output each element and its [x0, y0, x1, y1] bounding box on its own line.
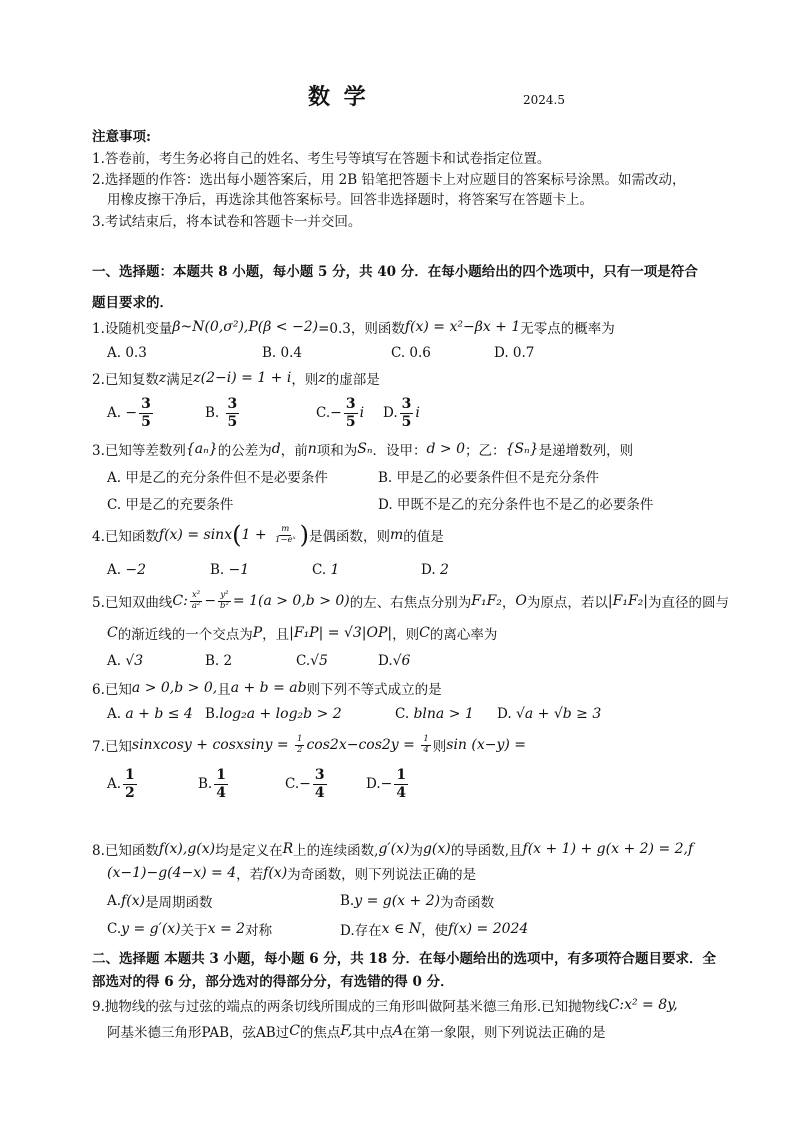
- text-run: D. 甲既不是乙的充分条件也不是乙的必要条件: [378, 497, 654, 513]
- math-expression: P: [252, 625, 263, 641]
- fraction-denominator: 5: [345, 413, 356, 430]
- math-expression: (x−1)−g(4−x) = 4: [107, 865, 237, 881]
- fraction-numerator: 3: [345, 396, 356, 413]
- fraction-denominator: 2: [297, 744, 303, 755]
- math-expression: blna > 1: [413, 706, 474, 722]
- fraction-denominator: 2: [125, 784, 135, 801]
- section-2-heading-continued: 部选对的得 6 分，部分选对的得部分分，有选错的得 0 分．: [92, 974, 454, 990]
- text-run: 上的连续函数,: [293, 843, 379, 859]
- text-run: C. 0.6: [391, 345, 431, 361]
- section-2-heading: 二、选择题 本题共 3 小题，每小题 6 分，共 18 分．在每小题给出的选项中，有多项符合题目要求．全: [92, 951, 716, 967]
- question-3-option-a: [107, 465, 328, 487]
- fraction-denominator: 5: [141, 413, 151, 430]
- fraction-numerator: 3: [227, 396, 238, 413]
- question-5-option-d: [378, 650, 410, 672]
- math-expression: C:: [172, 593, 188, 609]
- question-1-option-c: [391, 342, 431, 364]
- text-run: D.存在: [340, 923, 382, 939]
- question-7-option-d: [366, 764, 410, 804]
- text-run: A.: [107, 562, 126, 578]
- fraction-numerator: 1: [423, 733, 429, 744]
- question-2-option-d: [383, 393, 420, 433]
- text-run: ，前: [280, 443, 308, 459]
- notice-heading: 注意事项:: [92, 129, 151, 145]
- math-expression: i: [359, 405, 365, 421]
- fraction-numerator: 1: [125, 767, 135, 784]
- text-run: 其中点: [352, 1025, 393, 1041]
- math-expression: f(x) = x²−βx + 1: [404, 319, 521, 335]
- fraction-numerator: 3: [141, 396, 151, 413]
- text-run: 对称: [245, 923, 273, 939]
- text-run: 6.已知: [92, 682, 132, 698]
- text-run: 且: [217, 682, 231, 698]
- text-run: 为直径的圆与: [648, 595, 729, 611]
- question-1-option-d: [494, 342, 534, 364]
- math-expression: 1 +: [241, 527, 272, 543]
- math-expression: −: [204, 593, 217, 609]
- text-run: 是偶函数，则: [308, 529, 390, 545]
- fraction-denominator: a²: [191, 600, 201, 611]
- question-5-stem-continued: [107, 622, 497, 644]
- math-expression: a + b = ab: [230, 680, 307, 696]
- question-9-stem: [92, 994, 678, 1016]
- text-run: 的离心率为: [429, 627, 498, 643]
- text-run: 3.已知等差数列: [92, 443, 186, 459]
- notice-line-2-continued: 用橡皮擦干净后，再选涂其他答案标号。回答非选择题时，将答案写在答题卡上。: [107, 192, 593, 208]
- text-run: 5.已知双曲线: [92, 595, 173, 611]
- text-run: 的公差为: [217, 443, 272, 459]
- question-8-option-c: [107, 918, 272, 940]
- question-6-stem: [92, 677, 442, 699]
- math-expression: {aₙ}: [185, 441, 218, 457]
- question-5-stem: [92, 581, 729, 621]
- text-run: B.: [205, 405, 224, 421]
- fraction-numerator: 1: [396, 767, 407, 784]
- question-2-option-c: [316, 393, 364, 433]
- math-expression: Sₙ: [357, 441, 373, 457]
- notice-line-1: 1.答卷前，考生务必将自己的姓名、考生号等填写在答题卡和试卷指定位置。: [92, 151, 551, 167]
- text-run: D.: [383, 405, 398, 421]
- exam-date: 2024.5: [523, 93, 565, 107]
- math-expression: C: [419, 625, 430, 641]
- text-run: 7.已知: [92, 739, 132, 755]
- fraction-denominator: 4: [314, 784, 325, 801]
- math-expression: √5: [310, 653, 328, 669]
- math-expression: f(x): [263, 865, 288, 881]
- math-expression: {Sₙ}: [505, 441, 539, 457]
- text-run: C. 甲是乙的充要条件: [107, 497, 234, 513]
- fraction-numerator: y²: [220, 589, 229, 600]
- text-run: C.: [312, 562, 331, 578]
- text-run: B. 2: [205, 653, 233, 669]
- question-7-option-a: [107, 764, 139, 804]
- text-run: D.: [378, 653, 393, 669]
- math-expression: n: [307, 441, 317, 457]
- math-expression: i: [415, 405, 420, 421]
- fraction-numerator: 1: [216, 767, 226, 784]
- text-run: 为奇函数: [440, 895, 495, 911]
- fraction: [218, 591, 231, 612]
- text-run: 则下列不等式成立的是: [306, 682, 442, 698]
- text-run: 的焦点: [299, 1025, 341, 1041]
- math-expression: f(x + 1) + g(x + 2) = 2,f: [522, 841, 694, 857]
- text-run: 的虚部是: [325, 372, 380, 388]
- bracket: (: [232, 521, 242, 549]
- fraction: [344, 396, 358, 429]
- text-run: 无零点的概率为: [520, 321, 615, 337]
- fraction-numerator: x²: [191, 589, 201, 600]
- text-run: 满足: [166, 372, 194, 388]
- text-run: 阿基米德三角形PAB，弦AB过: [107, 1025, 290, 1041]
- question-6-option-c: [395, 703, 474, 725]
- math-expression: = 1(a > 0,b > 0): [232, 593, 350, 609]
- text-run: C.: [395, 706, 414, 722]
- fraction: [226, 396, 240, 429]
- fraction: [313, 767, 327, 800]
- text-run: 的值是: [403, 529, 444, 545]
- text-run: B. 0.4: [262, 345, 302, 361]
- fraction: [190, 591, 202, 612]
- text-run: C.: [285, 776, 300, 792]
- text-run: 为: [409, 843, 423, 859]
- question-7-stem: [92, 725, 526, 765]
- text-run: 的导函数,且: [450, 843, 523, 859]
- math-expression: −: [125, 405, 138, 421]
- fraction-denominator: 5: [227, 413, 238, 430]
- question-2-option-b: [205, 393, 241, 433]
- question-5-option-c: [296, 650, 328, 672]
- question-4-option-d: [421, 559, 449, 581]
- math-expression: z: [158, 370, 167, 386]
- text-run: 2.已知复数: [92, 372, 159, 388]
- math-expression: −: [380, 776, 393, 792]
- math-expression: d: [271, 441, 281, 457]
- math-expression: y = g′(x): [121, 921, 181, 937]
- fraction: [139, 396, 153, 429]
- question-7-option-b: [198, 764, 230, 804]
- text-run: =0.3，则函数: [318, 321, 405, 337]
- math-expression: R: [282, 841, 294, 857]
- math-expression: A: [392, 1023, 404, 1039]
- math-expression: x = 2: [207, 921, 246, 937]
- math-expression: C: [289, 1023, 300, 1039]
- question-3-stem: [92, 438, 633, 460]
- fraction-denominator: 5: [401, 413, 412, 430]
- fraction: [421, 735, 430, 756]
- text-run: A.: [107, 405, 126, 421]
- text-run: ，则: [392, 627, 420, 643]
- math-expression: 1: [330, 562, 340, 578]
- text-run: D.: [366, 776, 381, 792]
- question-8-option-b: [340, 890, 494, 912]
- question-1-option-b: [262, 342, 302, 364]
- math-expression: y = g(x + 2): [354, 893, 441, 909]
- text-run: 9.抛物线的弦与过弦的端点的两条切线所围成的三角形叫做阿基米德三角形.已知抛物线: [92, 999, 609, 1015]
- question-3-option-b: [378, 465, 599, 487]
- question-6-option-d: [497, 703, 601, 725]
- question-1-option-a: [107, 342, 147, 364]
- text-run: ；乙：: [465, 443, 506, 459]
- math-expression: β~N(0,σ²),P(β < −2): [172, 319, 319, 335]
- math-expression: 2: [439, 562, 449, 578]
- fraction-numerator: 3: [314, 767, 325, 784]
- fraction: [123, 767, 137, 800]
- math-expression: x ∈ N: [381, 921, 422, 937]
- math-expression: |F₁F₂|: [607, 593, 648, 609]
- math-expression: a > 0,b > 0,: [131, 680, 218, 696]
- text-run: 在第一象限，则下列说法正确的是: [403, 1025, 606, 1041]
- text-run: A.: [107, 893, 122, 909]
- math-expression: −: [330, 405, 342, 421]
- question-4-option-b: [210, 559, 249, 581]
- question-2-stem: [92, 367, 380, 389]
- math-expression: −: [299, 776, 311, 792]
- math-expression: sin (x−y) =: [446, 737, 527, 753]
- math-expression: m: [389, 527, 404, 543]
- text-run: B.: [210, 562, 229, 578]
- text-run: 是周期函数: [145, 895, 213, 911]
- question-2-option-a: [107, 393, 155, 433]
- fraction: [400, 396, 414, 429]
- question-8-option-d: [340, 918, 528, 940]
- math-expression: g′(x): [378, 841, 410, 857]
- text-run: C.: [296, 653, 311, 669]
- text-run: A.: [107, 706, 126, 722]
- math-expression: d > 0: [426, 441, 465, 457]
- text-run: B.: [205, 706, 220, 722]
- question-8-stem-continued: [107, 862, 476, 884]
- text-run: D. 0.7: [494, 345, 535, 361]
- math-expression: −1: [228, 562, 250, 578]
- text-run: A. 甲是乙的充分条件但不是必要条件: [107, 470, 328, 486]
- math-expression: sinxcosy + cosxsiny =: [131, 737, 294, 753]
- fraction-denominator: 1−eˣ: [275, 534, 296, 545]
- math-expression: √3: [125, 653, 144, 669]
- math-expression: −2: [125, 562, 146, 578]
- text-run: 为原点，若以: [526, 595, 608, 611]
- text-run: 关于: [180, 923, 208, 939]
- fraction: [295, 735, 304, 756]
- math-expression: z: [318, 370, 326, 386]
- question-4-option-c: [312, 559, 339, 581]
- fraction: [273, 525, 298, 546]
- fraction-denominator: 4: [216, 784, 226, 801]
- text-run: D.: [497, 706, 516, 722]
- math-expression: |F₁P| = √3|OP|: [289, 625, 393, 641]
- fraction-numerator: 3: [401, 396, 412, 413]
- fraction-denominator: b²: [220, 600, 229, 611]
- text-run: ，则: [291, 372, 319, 388]
- text-run: 8.已知函数: [92, 843, 159, 859]
- text-run: ，使: [421, 923, 449, 939]
- fraction-numerator: 1: [297, 733, 303, 744]
- text-run: D.: [421, 562, 440, 578]
- math-expression: C:x² = 8y,: [608, 997, 678, 1013]
- page-title: 数 学: [308, 84, 369, 110]
- text-run: 为奇函数，则下列说法正确的是: [287, 867, 477, 883]
- text-run: ．设甲：: [372, 443, 427, 459]
- text-run: C.: [107, 921, 122, 937]
- question-6-option-b: [205, 703, 342, 725]
- math-expression: z(2−i) = 1 + i: [193, 370, 292, 386]
- math-expression: F₁F₂: [471, 593, 502, 609]
- math-expression: f(x) = 2024: [448, 921, 529, 937]
- math-expression: √a + √b ≥ 3: [515, 706, 602, 722]
- question-5-option-b: [205, 650, 232, 672]
- text-run: A. 0.3: [107, 345, 147, 361]
- text-run: 的渐近线的一个交点为: [117, 627, 253, 643]
- text-run: 的左、右焦点分别为: [349, 595, 472, 611]
- question-4-stem: [92, 515, 444, 555]
- math-expression: F,: [340, 1023, 353, 1039]
- text-run: A.: [107, 776, 122, 792]
- fraction-denominator: 4: [396, 784, 407, 801]
- math-expression: log₂a + log₂b > 2: [219, 706, 342, 722]
- math-expression: g(x): [422, 841, 451, 857]
- math-expression: a + b ≤ 4: [125, 706, 193, 722]
- math-expression: √6: [392, 653, 411, 669]
- notice-line-3: 3.考试结束后，将本试卷和答题卡一并交回。: [92, 214, 362, 230]
- question-5-option-a: [107, 650, 143, 672]
- math-expression: f(x): [121, 893, 146, 909]
- question-8-stem: [92, 838, 693, 860]
- notice-line-2: 2.选择题的作答：选出每小题答案后，用 2B 铅笔把答题卡上对应题目的答案标号涂黑。如需改动，: [92, 172, 686, 188]
- text-run: 则: [432, 739, 447, 755]
- text-run: ，: [501, 595, 516, 611]
- bracket: ): [299, 521, 309, 549]
- math-expression: f(x),g(x): [158, 841, 216, 857]
- question-7-option-c: [285, 764, 329, 804]
- question-1-stem: [92, 316, 615, 338]
- question-9-stem-continued: [107, 1020, 606, 1042]
- text-run: 4.已知函数: [92, 529, 159, 545]
- text-run: 项和为: [316, 443, 358, 459]
- fraction: [394, 767, 408, 800]
- section-1-heading: 一、选择题：本题共 8 小题，每小题 5 分，共 40 分．在每小题给出的四个选项中，只有一项是符合: [92, 264, 698, 280]
- question-3-option-c: [107, 492, 233, 514]
- math-expression: cos2x−cos2y =: [306, 737, 420, 753]
- text-run: ，若: [236, 867, 264, 883]
- text-run: B. 甲是乙的必要条件但不是充分条件: [378, 470, 600, 486]
- text-run: A.: [107, 653, 126, 669]
- fraction: [214, 767, 228, 800]
- text-run: 是递增数列，则: [538, 443, 634, 459]
- fraction-numerator: m: [281, 523, 290, 534]
- question-8-option-a: [107, 890, 213, 912]
- math-expression: O: [515, 593, 527, 609]
- text-run: 均是定义在: [215, 843, 283, 859]
- text-run: B.: [340, 893, 355, 909]
- text-run: 1.设随机变量: [92, 321, 173, 337]
- text-run: B.: [198, 776, 213, 792]
- math-expression: C: [107, 625, 118, 641]
- question-6-option-a: [107, 703, 193, 725]
- fraction-denominator: 4: [423, 744, 429, 755]
- math-expression: f(x) = sinx: [158, 527, 233, 543]
- question-3-option-d: [378, 492, 653, 514]
- section-1-heading-continued: 题目要求的．: [92, 295, 173, 311]
- text-run: C.: [316, 405, 331, 421]
- question-4-option-a: [107, 559, 146, 581]
- text-run: ，且: [262, 627, 290, 643]
